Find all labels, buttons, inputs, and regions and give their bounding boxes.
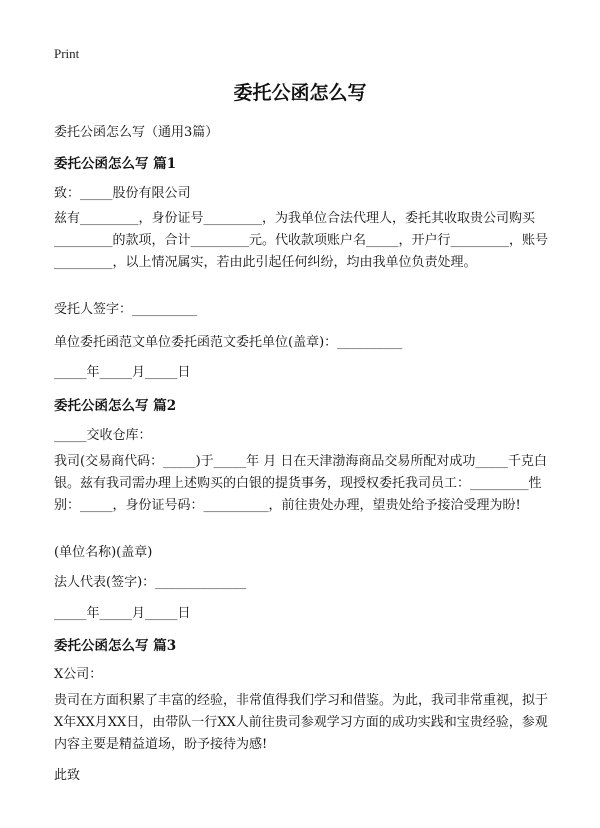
print-link[interactable]: Print	[54, 46, 80, 61]
section-1-heading: 委托公函怎么写 篇1	[54, 156, 177, 172]
section-1-body: 兹有_________，身份证号_________，为我单位合法代理人，委托其收取贵公司购买_________的款项，合计_________元。代收款项账户名_____，开户行_________，账号_________，以上情况属实，若由此引起任何纠纷，均由我单位负责处理。	[54, 211, 549, 270]
document-title: 委托公函怎么写	[233, 82, 367, 104]
section-3-recipient: X公司：	[54, 667, 103, 682]
section-1-unit-seal: 单位委托函范文单位委托函范文委托单位(盖章)：__________	[54, 335, 403, 350]
section-3-heading: 委托公函怎么写 篇3	[54, 638, 177, 654]
document-subtitle: 委托公函怎么写（通用3篇）	[54, 125, 219, 140]
section-2-recipient: _____交收仓库：	[54, 428, 152, 443]
section-2-heading: 委托公函怎么写 篇2	[54, 398, 177, 414]
section-2-date: _____年_____月_____日	[54, 606, 191, 621]
section-2-legal-rep: 法人代表(签字)：______________	[54, 575, 247, 590]
section-1-recipient: 致：_____股份有限公司	[54, 186, 191, 201]
section-1-agent-signature: 受托人签字：__________	[54, 302, 198, 317]
section-2-unit-name: (单位名称)(盖章)	[54, 545, 153, 560]
section-2-body: 我司(交易商代码：_____)于_____年 月 日在天津渤海商品交易所配对成功_____千克白银。兹有我司需办理上述购买的白银的提货事务，现授权委托我司员工：_________性别：_____，身份证号码：__________，前往贵处办理，望贵处给予接洽受理为盼!	[54, 454, 547, 513]
section-1-date: _____年_____月_____日	[54, 365, 191, 380]
section-3-closing: 此致	[54, 768, 81, 783]
section-3-body: 贵司在方面积累了丰富的经验，非常值得我们学习和借鉴。为此，我司非常重视，拟于X年XX月XX日，由带队一行XX人前往贵司参观学习方面的成功实践和宝贵经验，参观内容主要是精益道场，盼予接待为感!	[54, 693, 549, 752]
